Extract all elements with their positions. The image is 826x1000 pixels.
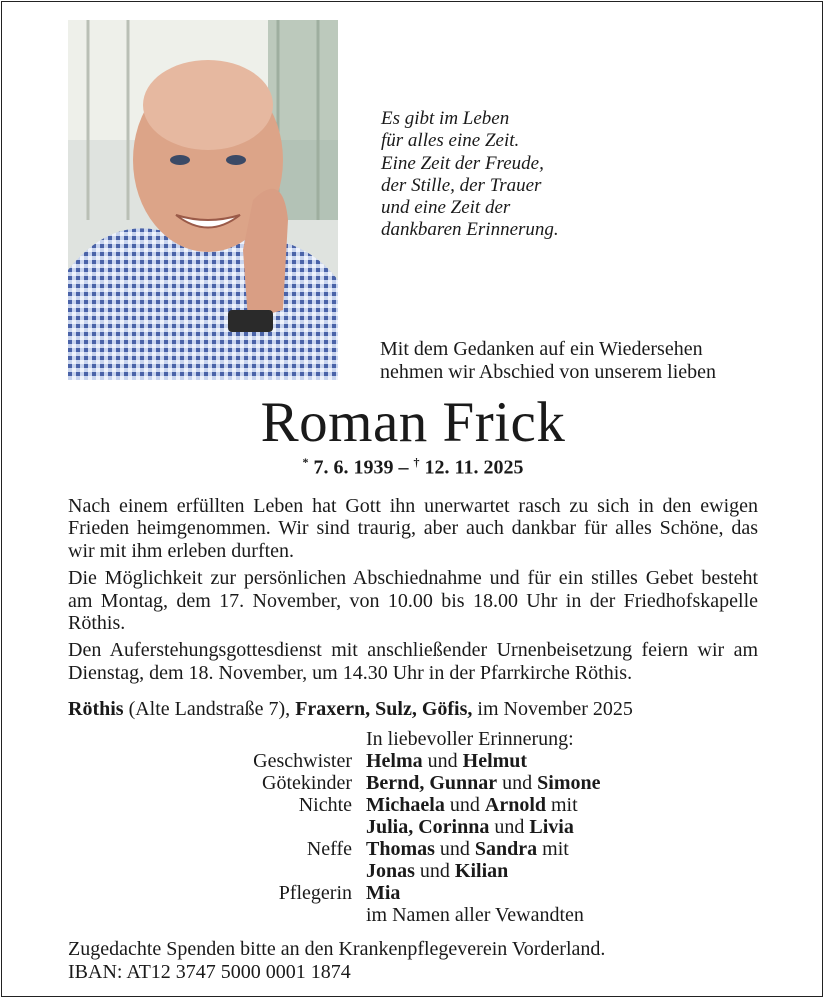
other-towns: Fraxern, Sulz, Göfis, (295, 698, 473, 720)
family-row (0, 750, 601, 772)
poem-line: Es gibt im Leben (381, 108, 510, 129)
connector-text: und (444, 794, 485, 816)
relatives (366, 904, 584, 926)
family-row (0, 772, 601, 794)
relation-label: Nichte (298, 794, 352, 816)
date-separator: – (393, 456, 414, 479)
relative-name: Jonas (366, 860, 415, 882)
poem-line: Eine Zeit der Freude, (381, 152, 544, 174)
portrait-photo (68, 20, 338, 380)
death-date: 12. 11. 2025 (424, 456, 524, 479)
relative-name: Thomas (366, 838, 435, 860)
paragraph: Nach einem erfüllten Leben hat Gott ihn unerwartet rasch zu sich in den ewigen Frieden heimgenommen. Wir sind traurig, aber auch dankbar für alles Schöne, das wir mit ihm erleben durften. (68, 495, 758, 562)
relative-name: Arnold (484, 794, 546, 816)
family-row (0, 838, 601, 860)
town: Röthis (68, 698, 124, 720)
poem-line: und eine Zeit der (381, 197, 511, 219)
family-heading: In liebevoller Erinnerung: (366, 728, 574, 750)
deceased-name: Roman Frick (260, 391, 566, 454)
intro-text (380, 338, 716, 383)
relative-name: Bernd, Gunnar (366, 772, 498, 794)
relatives (366, 794, 578, 816)
relative-name: Livia (529, 816, 574, 838)
family-row (0, 816, 601, 838)
relation-label: Neffe (306, 838, 352, 860)
poem (381, 108, 559, 242)
relative-name: Kilian (454, 860, 509, 882)
connector-text: und (414, 860, 455, 882)
relatives (366, 750, 527, 772)
relative-name: Simone (537, 772, 601, 794)
birth-symbol: * (302, 455, 309, 469)
connector-text: mit (546, 794, 578, 816)
relative-name: Sandra (474, 838, 538, 860)
family-row (0, 794, 601, 816)
poem-line: der Stille, der Trauer (381, 174, 542, 196)
family-list (0, 728, 601, 926)
death-symbol: † (413, 455, 420, 469)
paragraph: Die Möglichkeit zur persönlichen Abschiednahme und für ein stilles Gebet besteht am Montag, dem 17. November, von 10.00 bis 18.00 Uhr in der Friedhofskapelle Röthis. (68, 567, 758, 635)
relative-name: Helma (366, 750, 423, 772)
iban: IBAN: AT12 3747 5000 0001 1874 (68, 960, 351, 983)
birth-date: 7. 6. 1939 (313, 456, 394, 479)
connector-text: und (434, 838, 475, 860)
address: (Alte Landstraße 7), (123, 698, 296, 720)
family-row (0, 882, 601, 904)
connector-text: und (497, 772, 538, 794)
relative-name: Michaela (366, 794, 445, 816)
relation-label: Pflegerin (278, 882, 352, 904)
relation-label (0, 904, 366, 926)
connector-text: und (489, 816, 530, 838)
poem-line: dankbaren Erinnerung. (381, 219, 559, 241)
intro-line: Mit dem Gedanken auf ein Wiedersehen (380, 338, 703, 360)
relation-label (0, 860, 366, 882)
relation-label (0, 816, 366, 838)
paragraph: Den Auferstehungsgottesdienst mit anschließender Urnenbeisetzung feiern wir am Dienstag, dem 18. November, um 14.30 Uhr in der Pfarrkirche Röthis. (68, 639, 758, 684)
relation-label: Götekinder (262, 772, 352, 794)
relative-name: Mia (366, 882, 401, 904)
intro-line: nehmen wir Abschied von unserem lieben (380, 360, 717, 383)
family-row (0, 904, 601, 926)
relatives (366, 816, 574, 838)
announcement-body (68, 495, 758, 689)
life-dates (0, 455, 826, 480)
relatives (366, 772, 601, 794)
donation-text: Zugedachte Spenden bitte an den Krankenpflegeverein Vorderland. (68, 938, 606, 960)
relatives (366, 838, 569, 860)
poem-line: für alles eine Zeit. (381, 130, 520, 152)
place-date: im November 2025 (472, 698, 633, 720)
relative-name: Helmut (462, 750, 528, 772)
place-line (68, 698, 633, 721)
connector-text: und (422, 750, 463, 772)
relatives (366, 860, 508, 882)
relative-name: Julia, Corinna (366, 816, 490, 838)
donation-note (68, 938, 605, 983)
family-row (0, 860, 601, 882)
connector-text: im Namen aller Vewandten (366, 904, 584, 926)
connector-text: mit (537, 838, 569, 860)
relatives (366, 882, 400, 904)
relation-label: Geschwister (253, 750, 352, 772)
family-heading-row (0, 728, 601, 750)
